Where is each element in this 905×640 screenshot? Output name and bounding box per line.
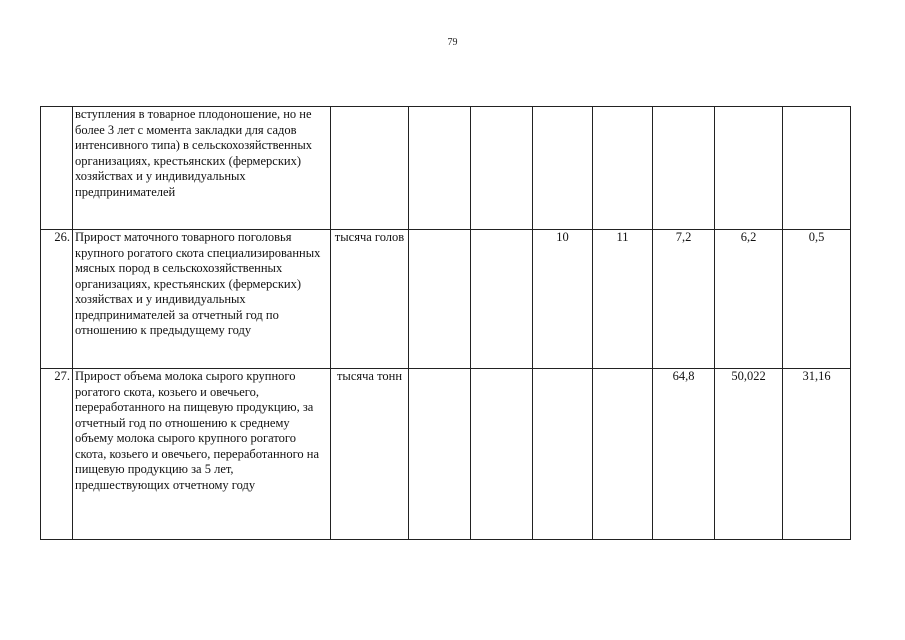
value-cell [409, 369, 471, 540]
value-cell: 11 [593, 230, 653, 369]
unit-cell: тысяча голов [331, 230, 409, 369]
indicator-description: Прирост маточного товарного поголовья крупного рогатого скота специализированных мясных пород в сельскохозяйственных организациях, крестьянских (фермерских) хозяйствах и у индивидуальных предпринимателей за отчетный год по отношению к предыдущему году [73, 230, 331, 369]
table-row [41, 369, 851, 540]
value-cell [533, 369, 593, 540]
value-cell [593, 369, 653, 540]
value-cell [593, 107, 653, 230]
table-row [41, 230, 851, 369]
value-cell [471, 230, 533, 369]
value-cell [783, 107, 851, 230]
unit-cell: тысяча тонн [331, 369, 409, 540]
row-number: 26. [41, 230, 73, 369]
value-cell: 64,8 [653, 369, 715, 540]
table-row [41, 107, 851, 230]
indicator-description: вступления в товарное плодоношение, но не более 3 лет с момента закладки для садов интенсивного типа) в сельскохозяйственных организациях, крестьянских (фермерских) хозяйствах и у индивидуальных предпринимателей [73, 107, 331, 230]
row-number [41, 107, 73, 230]
value-cell [409, 230, 471, 369]
value-cell [533, 107, 593, 230]
value-cell: 6,2 [715, 230, 783, 369]
indicators-table [40, 106, 851, 540]
value-cell [409, 107, 471, 230]
value-cell: 31,16 [783, 369, 851, 540]
value-cell: 0,5 [783, 230, 851, 369]
value-cell: 10 [533, 230, 593, 369]
value-cell: 7,2 [653, 230, 715, 369]
page-number: 79 [447, 37, 458, 48]
unit-cell [331, 107, 409, 230]
value-cell [471, 369, 533, 540]
row-number: 27. [41, 369, 73, 540]
value-cell [471, 107, 533, 230]
value-cell [653, 107, 715, 230]
value-cell [715, 107, 783, 230]
indicator-description: Прирост объема молока сырого крупного рогатого скота, козьего и овечьего, переработанного на пищевую продукцию, за отчетный год по отношению к среднему объему молока сырого крупного рогатого скота, козьего и овечьего, переработанного на пищевую продукцию за 5 лет, предшествующих отчетному году [73, 369, 331, 540]
value-cell: 50,022 [715, 369, 783, 540]
